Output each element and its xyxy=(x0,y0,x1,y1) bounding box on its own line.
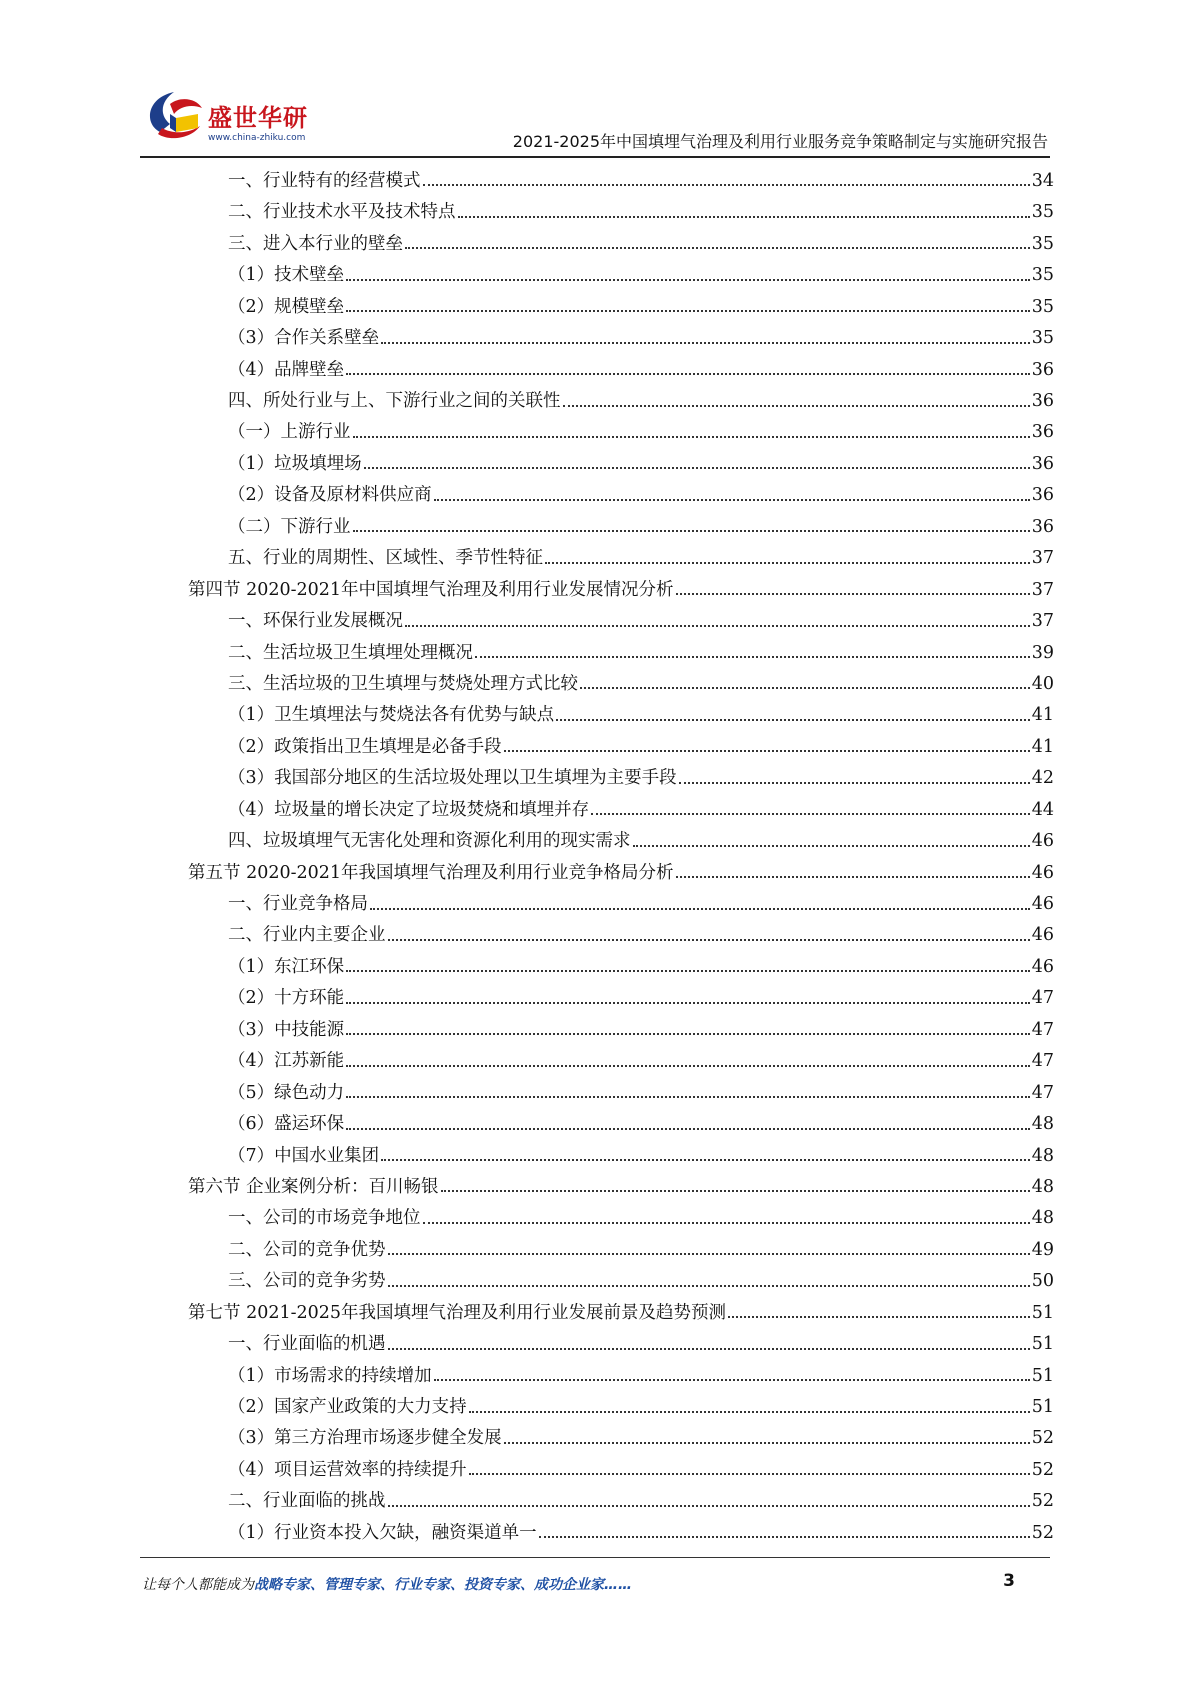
toc-entry-page: 35 xyxy=(1031,202,1054,223)
toc-entry[interactable] xyxy=(188,1200,1054,1231)
toc-dot-leader xyxy=(728,1316,1030,1318)
toc-dot-leader xyxy=(388,1285,1030,1287)
toc-entry-page: 51 xyxy=(1031,1302,1054,1323)
toc-dot-leader xyxy=(370,908,1030,910)
toc-entry[interactable] xyxy=(188,1358,1054,1389)
toc-entry-title: 四、垃圾填埋气无害化处理和资源化利用的现实需求 xyxy=(228,831,631,852)
toc-entry-title: 一、行业面临的机遇 xyxy=(228,1334,386,1355)
toc-entry-page: 47 xyxy=(1031,1082,1054,1103)
toc-dot-leader xyxy=(676,876,1030,878)
toc-entry[interactable] xyxy=(188,572,1054,603)
toc-entry[interactable] xyxy=(188,446,1054,477)
toc-entry-page: 44 xyxy=(1031,799,1054,820)
toc-dot-leader xyxy=(346,310,1030,312)
toc-entry-title: （二）下游行业 xyxy=(228,516,351,537)
toc-entry-page: 48 xyxy=(1031,1208,1054,1229)
toc-entry-title: （6）盛运环保 xyxy=(228,1114,345,1135)
toc-entry-title: （4）垃圾量的增长决定了垃圾焚烧和填埋并存 xyxy=(228,799,590,820)
toc-entry-page: 36 xyxy=(1031,453,1054,474)
toc-entry-title: （1）卫生填埋法与焚烧法各有优势与缺点 xyxy=(228,705,555,726)
toc-entry-page: 37 xyxy=(1031,579,1054,600)
toc-entry[interactable] xyxy=(188,918,1054,949)
toc-entry[interactable] xyxy=(188,1232,1054,1263)
toc-entry-page: 35 xyxy=(1031,233,1054,254)
toc-entry-page: 51 xyxy=(1031,1334,1054,1355)
toc-dot-leader xyxy=(353,530,1030,532)
toc-entry-page: 34 xyxy=(1031,170,1054,191)
toc-entry-title: 第七节 2021-2025年我国填埋气治理及利用行业发展前景及趋势预测 xyxy=(188,1302,727,1323)
toc-entry-page: 52 xyxy=(1031,1522,1054,1543)
toc-entry-page: 51 xyxy=(1031,1365,1054,1386)
toc-dot-leader xyxy=(475,656,1030,658)
page-header xyxy=(0,0,1191,152)
toc-dot-leader xyxy=(364,467,1030,469)
toc-entry-title: （3）中技能源 xyxy=(228,1019,345,1040)
toc-entry-page: 36 xyxy=(1031,422,1054,443)
toc-entry[interactable] xyxy=(188,352,1054,383)
toc-entry-title: 三、公司的竞争劣势 xyxy=(228,1271,386,1292)
toc-entry[interactable] xyxy=(188,1483,1054,1514)
toc-dot-leader xyxy=(676,593,1030,595)
toc-dot-leader xyxy=(346,1065,1030,1067)
header-divider xyxy=(140,156,1050,158)
toc-dot-leader xyxy=(591,813,1030,815)
toc-entry-page: 52 xyxy=(1031,1491,1054,1512)
toc-entry-title: （4）项目运营效率的持续提升 xyxy=(228,1459,467,1480)
toc-entry-title: （3）第三方治理市场逐步健全发展 xyxy=(228,1428,502,1449)
toc-entry[interactable] xyxy=(188,949,1054,980)
toc-entry-title: 五、行业的周期性、区域性、季节性特征 xyxy=(228,548,543,569)
toc-dot-leader xyxy=(556,719,1030,721)
toc-dot-leader xyxy=(434,499,1030,501)
toc-entry-title: （3）合作关系壁垒 xyxy=(228,328,380,349)
toc-dot-leader xyxy=(346,373,1030,375)
toc-entry-title: （2）规模壁垒 xyxy=(228,296,345,317)
document-title: 2021-2025年中国填埋气治理及利用行业服务竞争策略制定与实施研究报告 xyxy=(512,132,1048,151)
toc-entry[interactable] xyxy=(188,415,1054,446)
toc-dot-leader xyxy=(388,939,1030,941)
toc-entry-title: （1）技术壁垒 xyxy=(228,265,345,286)
toc-entry-title: 一、公司的市场竞争地位 xyxy=(228,1208,421,1229)
toc-entry[interactable] xyxy=(188,1106,1054,1137)
toc-entry-page: 40 xyxy=(1031,673,1054,694)
toc-entry-page: 50 xyxy=(1031,1271,1054,1292)
toc-entry[interactable] xyxy=(188,1295,1054,1326)
toc-dot-leader xyxy=(563,405,1030,407)
toc-dot-leader xyxy=(539,1536,1030,1538)
toc-dot-leader xyxy=(346,279,1030,281)
toc-entry[interactable] xyxy=(188,320,1054,351)
toc-entry-title: （4）品牌壁垒 xyxy=(228,359,345,380)
toc-entry-page: 35 xyxy=(1031,328,1054,349)
toc-entry[interactable] xyxy=(188,603,1054,634)
toc-entry-page: 36 xyxy=(1031,391,1054,411)
toc-entry-page: 41 xyxy=(1031,705,1054,726)
toc-dot-leader xyxy=(545,562,1030,564)
toc-entry-title: （一）上游行业 xyxy=(228,422,351,443)
toc-entry[interactable] xyxy=(188,540,1054,571)
toc-entry-title: （2）设备及原材料供应商 xyxy=(228,485,432,506)
toc-entry-page: 41 xyxy=(1031,736,1054,757)
toc-dot-leader xyxy=(388,1348,1030,1350)
toc-entry-page: 36 xyxy=(1031,516,1054,537)
toc-entry-page: 48 xyxy=(1031,1145,1054,1166)
toc-entry-page: 36 xyxy=(1031,359,1054,380)
toc-dot-leader xyxy=(381,1159,1030,1161)
toc-entry-title: （1）垃圾填埋场 xyxy=(228,453,362,474)
toc-entry-title: 第四节 2020-2021年中国填埋气治理及利用行业发展情况分析 xyxy=(188,579,674,600)
toc-entry[interactable] xyxy=(188,509,1054,540)
toc-dot-leader xyxy=(381,342,1030,344)
toc-entry-page: 46 xyxy=(1031,894,1054,914)
toc-entry-page: 46 xyxy=(1031,831,1054,852)
toc-entry[interactable] xyxy=(188,729,1054,760)
toc-dot-leader xyxy=(504,750,1030,752)
toc-entry[interactable] xyxy=(188,1043,1054,1074)
toc-entry[interactable] xyxy=(188,1421,1054,1452)
toc-entry[interactable] xyxy=(188,1389,1054,1420)
toc-entry-page: 46 xyxy=(1031,862,1054,883)
toc-entry-title: （1）行业资本投入欠缺，融资渠道单一 xyxy=(228,1522,537,1543)
toc-entry-page: 48 xyxy=(1031,1176,1054,1197)
toc-entry[interactable] xyxy=(188,760,1054,791)
toc-entry[interactable] xyxy=(188,1263,1054,1294)
toc-entry[interactable] xyxy=(188,163,1054,194)
footer-prefix: 让每个人都能成为 xyxy=(142,1577,254,1593)
logo-text: 盛世华研 xyxy=(208,104,308,132)
toc-dot-leader xyxy=(346,1033,1030,1035)
toc-entry[interactable] xyxy=(188,477,1054,508)
toc-entry-title: 四、所处行业与上、下游行业之间的关联性 xyxy=(228,391,561,411)
footer-highlight: 战略专家、管理专家、行业专家、投资专家、成功企业家…… xyxy=(254,1577,632,1593)
toc-entry-title: 三、生活垃圾的卫生填埋与焚烧处理方式比较 xyxy=(228,673,578,694)
toc-entry[interactable] xyxy=(188,289,1054,320)
toc-dot-leader xyxy=(441,1190,1030,1192)
toc-dot-leader xyxy=(469,1411,1030,1413)
table-of-contents xyxy=(188,163,1054,1546)
toc-dot-leader xyxy=(580,687,1030,689)
toc-entry[interactable] xyxy=(188,1515,1054,1546)
toc-entry-title: 第五节 2020-2021年我国填埋气治理及利用行业竞争格局分析 xyxy=(188,862,674,883)
toc-dot-leader xyxy=(346,1096,1030,1098)
toc-dot-leader xyxy=(346,1128,1030,1130)
page-number: 3 xyxy=(1003,1571,1015,1591)
toc-dot-leader xyxy=(405,247,1030,249)
toc-dot-leader xyxy=(423,1222,1030,1224)
toc-entry-page: 51 xyxy=(1031,1397,1054,1417)
toc-entry-title: 二、公司的竞争优势 xyxy=(228,1239,386,1260)
toc-dot-leader xyxy=(434,1379,1030,1381)
toc-entry-page: 48 xyxy=(1031,1114,1054,1135)
toc-dot-leader xyxy=(388,1253,1030,1255)
toc-entry-page: 35 xyxy=(1031,265,1054,286)
toc-entry[interactable] xyxy=(188,257,1054,288)
toc-dot-leader xyxy=(423,184,1030,186)
toc-entry-title: （2）政策指出卫生填埋是必备手段 xyxy=(228,736,502,757)
toc-entry[interactable] xyxy=(188,855,1054,886)
toc-entry-title: （1）市场需求的持续增加 xyxy=(228,1365,432,1386)
toc-entry-page: 52 xyxy=(1031,1428,1054,1449)
toc-entry-title: （1）东江环保 xyxy=(228,956,345,977)
toc-entry-title: 第六节 企业案例分析：百川畅银 xyxy=(188,1176,439,1197)
footer-slogan xyxy=(142,1574,632,1594)
toc-entry-page: 37 xyxy=(1031,548,1054,569)
toc-entry[interactable] xyxy=(188,1326,1054,1357)
toc-dot-leader xyxy=(458,216,1030,218)
logo-url: www.china-zhiku.com xyxy=(208,133,306,143)
toc-entry-title: （2）国家产业政策的大力支持 xyxy=(228,1397,467,1417)
toc-entry-page: 47 xyxy=(1031,1019,1054,1040)
toc-entry[interactable] xyxy=(188,666,1054,697)
toc-entry[interactable] xyxy=(188,823,1054,854)
toc-entry[interactable] xyxy=(188,886,1054,917)
toc-dot-leader xyxy=(504,1442,1030,1444)
toc-entry[interactable] xyxy=(188,1075,1054,1106)
toc-entry[interactable] xyxy=(188,792,1054,823)
toc-entry-title: 二、行业内主要企业 xyxy=(228,925,386,946)
toc-dot-leader xyxy=(353,436,1030,438)
toc-entry-page: 52 xyxy=(1031,1459,1054,1480)
toc-entry-title: （7）中国水业集团 xyxy=(228,1145,380,1166)
toc-entry-title: 一、行业特有的经营模式 xyxy=(228,170,421,191)
toc-entry-title: 三、进入本行业的壁垒 xyxy=(228,233,403,254)
toc-entry-page: 42 xyxy=(1031,768,1054,789)
toc-entry-page: 37 xyxy=(1031,611,1054,632)
toc-entry[interactable] xyxy=(188,980,1054,1011)
toc-entry-page: 35 xyxy=(1031,296,1054,317)
toc-entry-title: （4）江苏新能 xyxy=(228,1051,345,1072)
toc-dot-leader xyxy=(679,782,1030,784)
toc-entry[interactable] xyxy=(188,194,1054,225)
toc-entry-page: 46 xyxy=(1031,925,1054,946)
toc-entry[interactable] xyxy=(188,697,1054,728)
toc-entry-title: 二、行业技术水平及技术特点 xyxy=(228,202,456,223)
toc-entry-page: 47 xyxy=(1031,988,1054,1009)
toc-entry-page: 39 xyxy=(1031,642,1054,663)
toc-entry[interactable] xyxy=(188,226,1054,257)
toc-entry[interactable] xyxy=(188,383,1054,414)
toc-entry[interactable] xyxy=(188,635,1054,666)
toc-entry[interactable] xyxy=(188,1169,1054,1200)
toc-entry-title: 一、环保行业发展概况 xyxy=(228,611,403,632)
toc-entry-page: 46 xyxy=(1031,956,1054,977)
toc-entry-title: （5）绿色动力 xyxy=(228,1082,345,1103)
toc-dot-leader xyxy=(405,625,1030,627)
toc-entry-page: 47 xyxy=(1031,1051,1054,1072)
toc-entry-title: 二、行业面临的挑战 xyxy=(228,1491,386,1512)
toc-entry[interactable] xyxy=(188,1138,1054,1169)
toc-entry[interactable] xyxy=(188,1012,1054,1043)
toc-entry-title: （2）十方环能 xyxy=(228,988,345,1009)
toc-entry-title: 一、行业竞争格局 xyxy=(228,894,368,914)
toc-entry-title: （3）我国部分地区的生活垃圾处理以卫生填埋为主要手段 xyxy=(228,768,677,789)
toc-entry-page: 49 xyxy=(1031,1239,1054,1260)
toc-entry-page: 36 xyxy=(1031,485,1054,506)
toc-entry-title: 二、生活垃圾卫生填埋处理概况 xyxy=(228,642,473,663)
toc-entry[interactable] xyxy=(188,1452,1054,1483)
toc-dot-leader xyxy=(388,1505,1030,1507)
toc-dot-leader xyxy=(346,970,1030,972)
footer-divider xyxy=(140,1557,1050,1558)
toc-dot-leader xyxy=(633,845,1030,847)
toc-dot-leader xyxy=(346,1002,1030,1004)
toc-dot-leader xyxy=(469,1473,1030,1475)
